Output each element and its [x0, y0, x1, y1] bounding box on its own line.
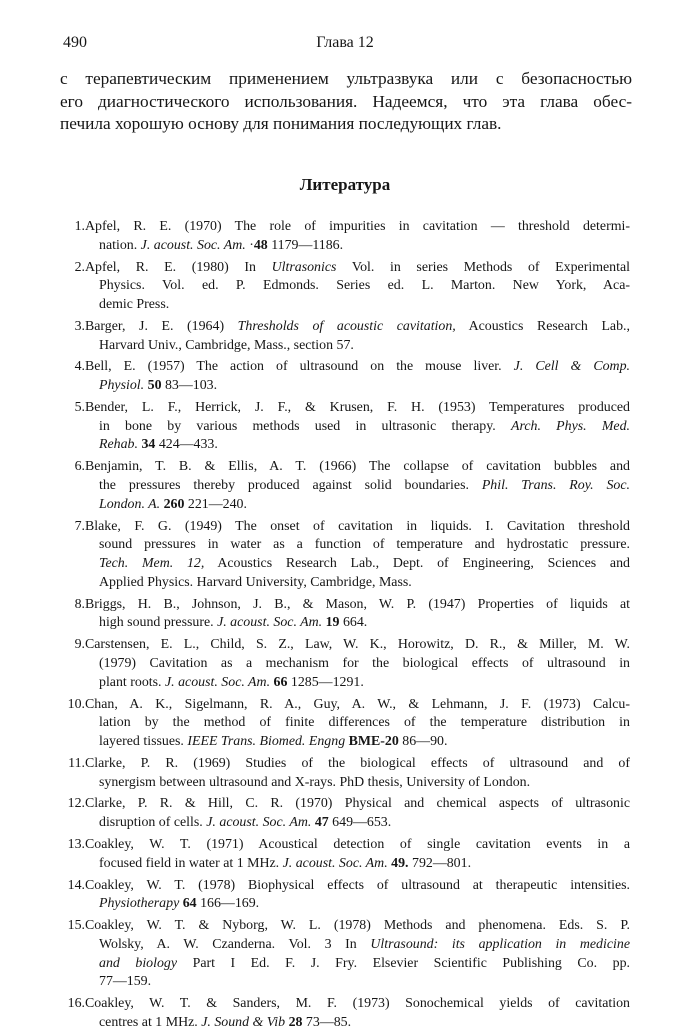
reference-line: focused field in water at 1 MHz. J. acoust. Soc. Am. 49. 792—801. [99, 855, 472, 871]
reference-line: Rehab. 34 424—433. [99, 437, 218, 453]
reference-item [74, 596, 630, 633]
reference-line: Briggs, H. B., Johnson, J. B., & Mason, W. P. (1947) Properties of liquids at [85, 596, 630, 612]
reference-line: Chan, A. K., Sigelmann, R. A., Guy, A. W., & Lehmann, J. F. (1973) Calcu- [85, 696, 630, 712]
reference-line: Physiol. 50 83—103. [99, 378, 218, 394]
section-title: Литература [299, 175, 391, 194]
reference-number: 3. [74, 318, 85, 334]
reference-line: nation. J. acoust. Soc. Am. ·48 1179—1186. [99, 237, 344, 253]
reference-line: Barger, J. E. (1964) Thresholds of acoustic cavitation, Acoustics Research Lab., [85, 318, 630, 334]
reference-item [74, 518, 630, 593]
reference-item [74, 636, 630, 692]
reference-line: 77—159. [99, 974, 152, 990]
reference-line: London. A. 260 221—240. [99, 496, 247, 512]
reference-item [67, 696, 630, 752]
reference-line: centres at 1 MHz. J. Sound & Vib 28 73—85. [99, 1014, 352, 1030]
reference-item [67, 836, 630, 873]
reference-line: layered tissues. IEEE Trans. Biomed. Engng BME-20 86—90. [99, 733, 448, 749]
reference-line: Clarke, P. R. & Hill, C. R. (1970) Physical and chemical aspects of ultrasonic [85, 796, 630, 812]
reference-line: and biology Part I Ed. F. J. Fry. Elsevier Scientific Publishing Co. pp. [99, 955, 630, 971]
reference-line: Coakley, W. T. & Sanders, M. F. (1973) Sonochemical yields of cavitation [85, 996, 630, 1012]
reference-line: disruption of cells. J. acoust. Soc. Am. 47 649—653. [99, 815, 392, 831]
reference-line: Wolsky, A. W. Czanderna. Vol. 3 In Ultrasound: its application in medicine [99, 936, 630, 952]
reference-item [67, 917, 630, 992]
reference-line: Apfel, R. E. (1980) In Ultrasonics Vol. in series Methods of Experimental [85, 259, 630, 275]
reference-item [67, 795, 630, 832]
reference-line: Coakley, W. T. (1978) Biophysical effects of ultrasound at therapeutic intensities. [85, 877, 630, 893]
reference-line: Harvard Univ., Cambridge, Mass., section 57. [99, 337, 354, 353]
intro-line: его диагностического использования. Надеемся, что эта глава обес- [60, 91, 632, 111]
reference-number: 6. [74, 459, 85, 475]
reference-number: 1. [74, 219, 85, 234]
reference-line: Tech. Mem. 12, Acoustics Research Lab., Dept. of Engineering, Sciences and [99, 556, 630, 572]
reference-number: 15. [67, 918, 85, 934]
reference-number: 8. [74, 596, 85, 612]
reference-number: 9. [74, 637, 85, 653]
reference-line: Bell, E. (1957) The action of ultrasound on the mouse liver. J. Cell & Comp. [85, 359, 630, 375]
reference-number: 2. [74, 259, 85, 275]
reference-line: sound pressures in water as a function of temperature and hydrostatic pressure. [99, 537, 630, 553]
reference-line: high sound pressure. J. acoust. Soc. Am. 19 664. [99, 615, 368, 631]
reference-number: 13. [67, 837, 85, 853]
reference-line: Physics. Vol. ed. P. Edmonds. Series ed. L. Marton. New York, Aca- [99, 278, 630, 294]
reference-line: (1979) Cavitation as a mechanism for the biological effects of ultrasound in [99, 655, 630, 671]
reference-item [74, 458, 630, 514]
reference-line: Bender, L. F., Herrick, J. F., & Krusen, F. H. (1953) Temperatures produced [85, 400, 630, 416]
reference-number: 4. [74, 359, 85, 375]
reference-number: 14. [67, 877, 85, 893]
reference-line: Apfel, R. E. (1970) The role of impurities in cavitation — threshold determi- [85, 219, 630, 234]
reference-line: Physiotherapy 64 166—169. [99, 896, 260, 912]
reference-item [74, 318, 630, 355]
reference-item [74, 358, 630, 395]
reference-line: in bone by various methods used in ultrasonic therapy. Arch. Phys. Med. [99, 418, 630, 434]
reference-number: 5. [74, 400, 85, 416]
intro-paragraph [60, 68, 632, 136]
reference-line: demic Press. [99, 297, 170, 312]
reference-line: Coakley, W. T. & Nyborg, W. L. (1978) Methods and phenomena. Eds. S. P. [85, 918, 630, 934]
reference-line: Coakley, W. T. (1971) Acoustical detection of single cavitation events in a [85, 837, 630, 853]
reference-number: 10. [67, 696, 85, 712]
reference-item [74, 399, 630, 455]
reference-number: 12. [67, 796, 85, 812]
reference-number: 16. [67, 996, 85, 1012]
page-header [63, 34, 627, 56]
intro-line: печила хорошую основу для понимания последующих глав. [60, 114, 502, 133]
reference-line: Carstensen, E. L., Child, S. Z., Law, W. K., Horowitz, D. R., & Miller, M. W. [85, 637, 630, 653]
reference-item [67, 995, 630, 1032]
reference-line: lation by the method of finite differences of the temperature distribution in [99, 715, 630, 731]
reference-line: the pressures thereby produced against solid boundaries. Phil. Trans. Roy. Soc. [99, 478, 630, 494]
reference-line: Clarke, P. R. (1969) Studies of the biological effects of ultrasound and of [85, 755, 630, 771]
reference-line: Applied Physics. Harvard University, Cambridge, Mass. [99, 574, 412, 590]
reference-line: Benjamin, T. B. & Ellis, A. T. (1966) The collapse of cavitation bubbles and [85, 459, 630, 475]
reference-list [67, 218, 630, 1036]
running-head: Глава 12 [316, 34, 374, 51]
reference-item [67, 877, 630, 914]
reference-number: 11. [68, 755, 85, 771]
reference-number: 7. [74, 518, 85, 534]
reference-line: plant roots. J. acoust. Soc. Am. 66 1285—1291. [99, 674, 364, 690]
intro-line: с терапевтическим применением ультразвука или с безопасностью [60, 69, 632, 88]
reference-line: Blake, F. G. (1949) The onset of cavitation in liquids. I. Cavitation threshold [85, 518, 630, 534]
reference-item [74, 259, 630, 315]
reference-line: synergism between ultrasound and X-rays. PhD thesis, University of London. [99, 774, 531, 790]
reference-item [74, 218, 630, 255]
page-number: 490 [63, 34, 87, 51]
reference-item [68, 755, 630, 792]
